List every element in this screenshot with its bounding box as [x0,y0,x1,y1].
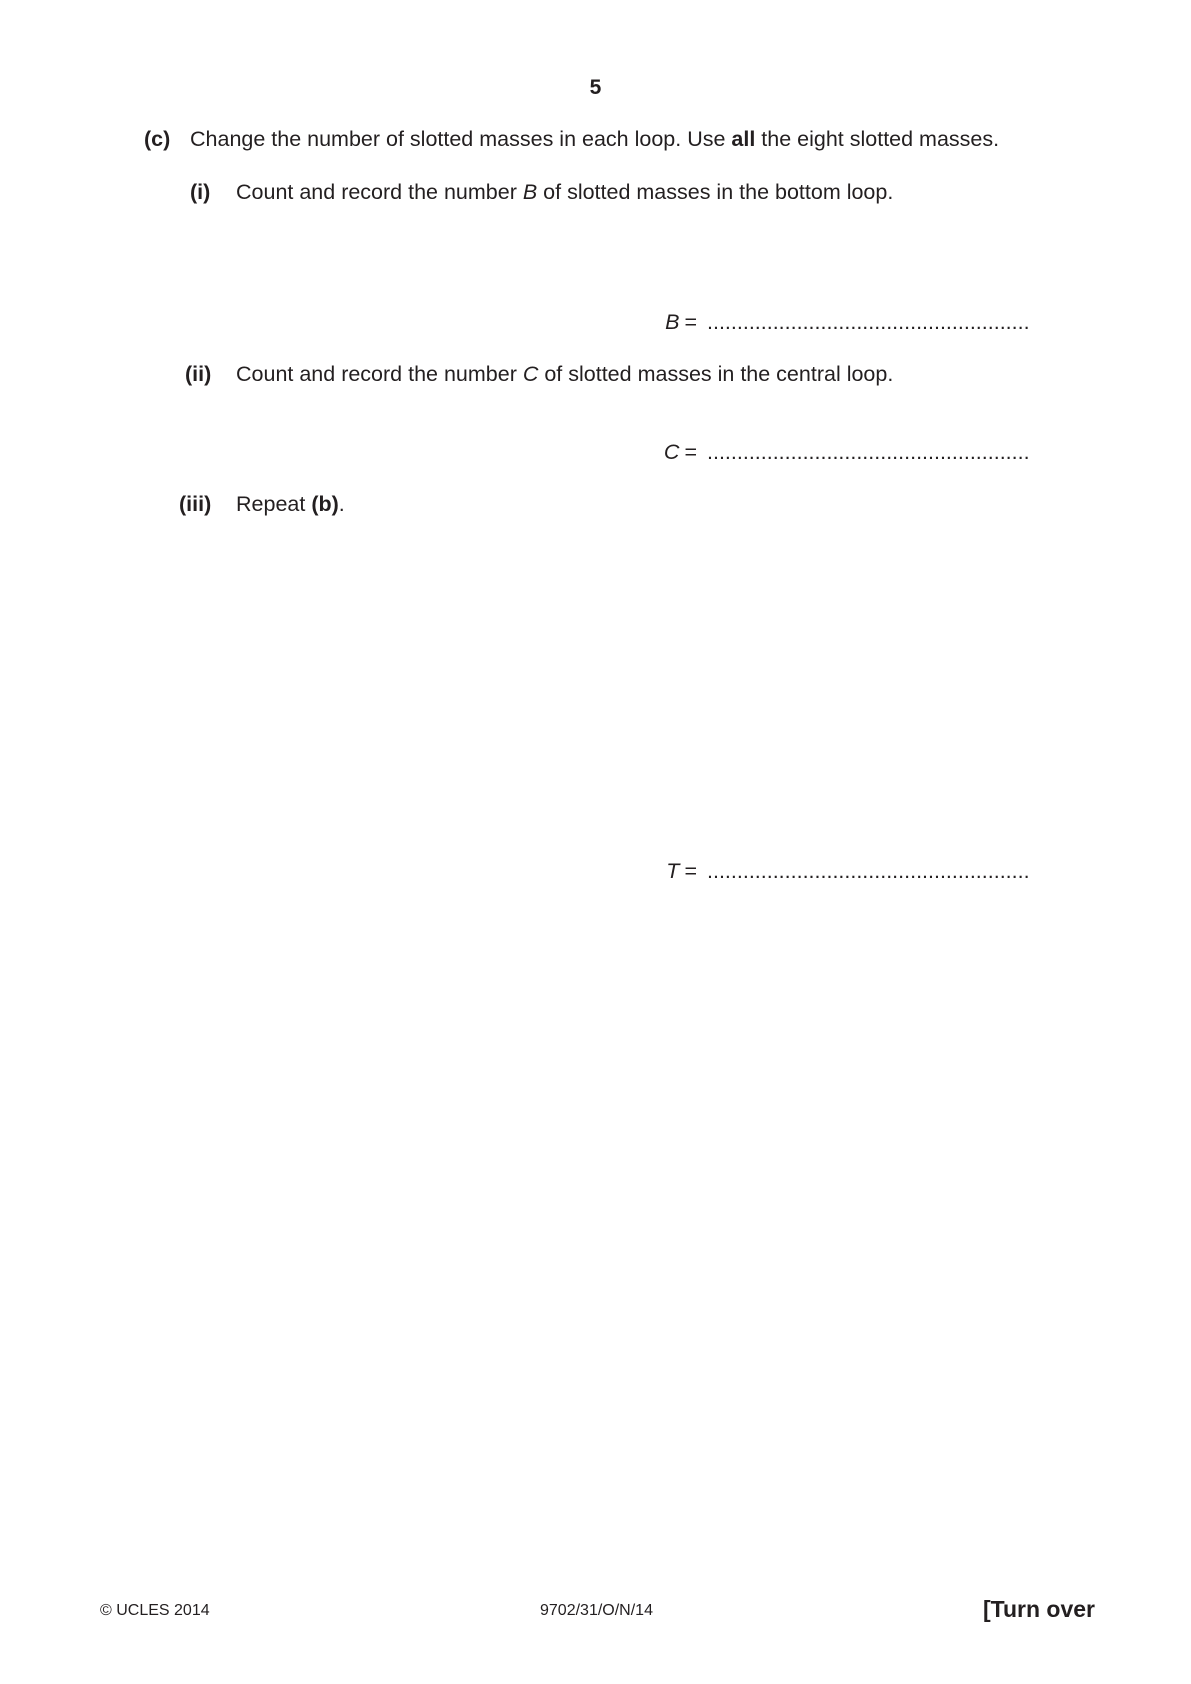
question-c-text [190,127,999,152]
part-ii-label: (ii) [185,362,212,386]
part-i-label: (i) [190,180,211,204]
part-iii-text-after: . [338,492,345,516]
answer-c-equals: = [684,440,697,464]
answer-line-t[interactable] [666,859,1037,884]
answer-line-c[interactable] [664,440,1037,465]
footer-turn-over: [Turn over [982,1596,1095,1622]
part-ii-text-before: Count and record the number [236,362,523,386]
part-ii-text-after: of slotted masses in the central loop. [538,362,894,386]
answer-b-dots[interactable]: ...................................................... [707,310,1030,334]
question-c-text-after: the eight slotted masses. [755,127,1000,151]
footer-paper-code: 9702/31/O/N/14 [540,1602,653,1619]
part-iii-text-bold: (b) [311,492,339,516]
part-iii-label: (iii) [179,492,212,516]
answer-t-variable: T [666,859,680,883]
part-iii-text [236,492,345,517]
footer-copyright: © UCLES 2014 [100,1602,210,1619]
part-ii-text [236,362,893,387]
part-i-text-before: Count and record the number [236,180,523,204]
question-c-text-bold: all [731,127,756,151]
page-number: 5 [589,76,602,99]
answer-c-dots[interactable]: ...................................................... [707,440,1030,464]
question-c-text-before: Change the number of slotted masses in each loop. Use [190,127,732,151]
part-i-text [236,180,893,205]
answer-b-variable: B [665,310,680,334]
part-iii-text-before: Repeat [236,492,312,516]
part-ii-variable: C [522,362,539,386]
answer-c-variable: C [663,440,680,464]
question-c-label: (c) [144,127,171,151]
part-i-text-after: of slotted masses in the bottom loop. [537,180,894,204]
answer-line-b[interactable] [665,310,1037,335]
answer-t-equals: = [684,859,697,883]
part-i-variable: B [522,180,538,204]
answer-b-equals: = [684,310,697,334]
answer-t-dots[interactable]: ...................................................... [707,859,1030,883]
